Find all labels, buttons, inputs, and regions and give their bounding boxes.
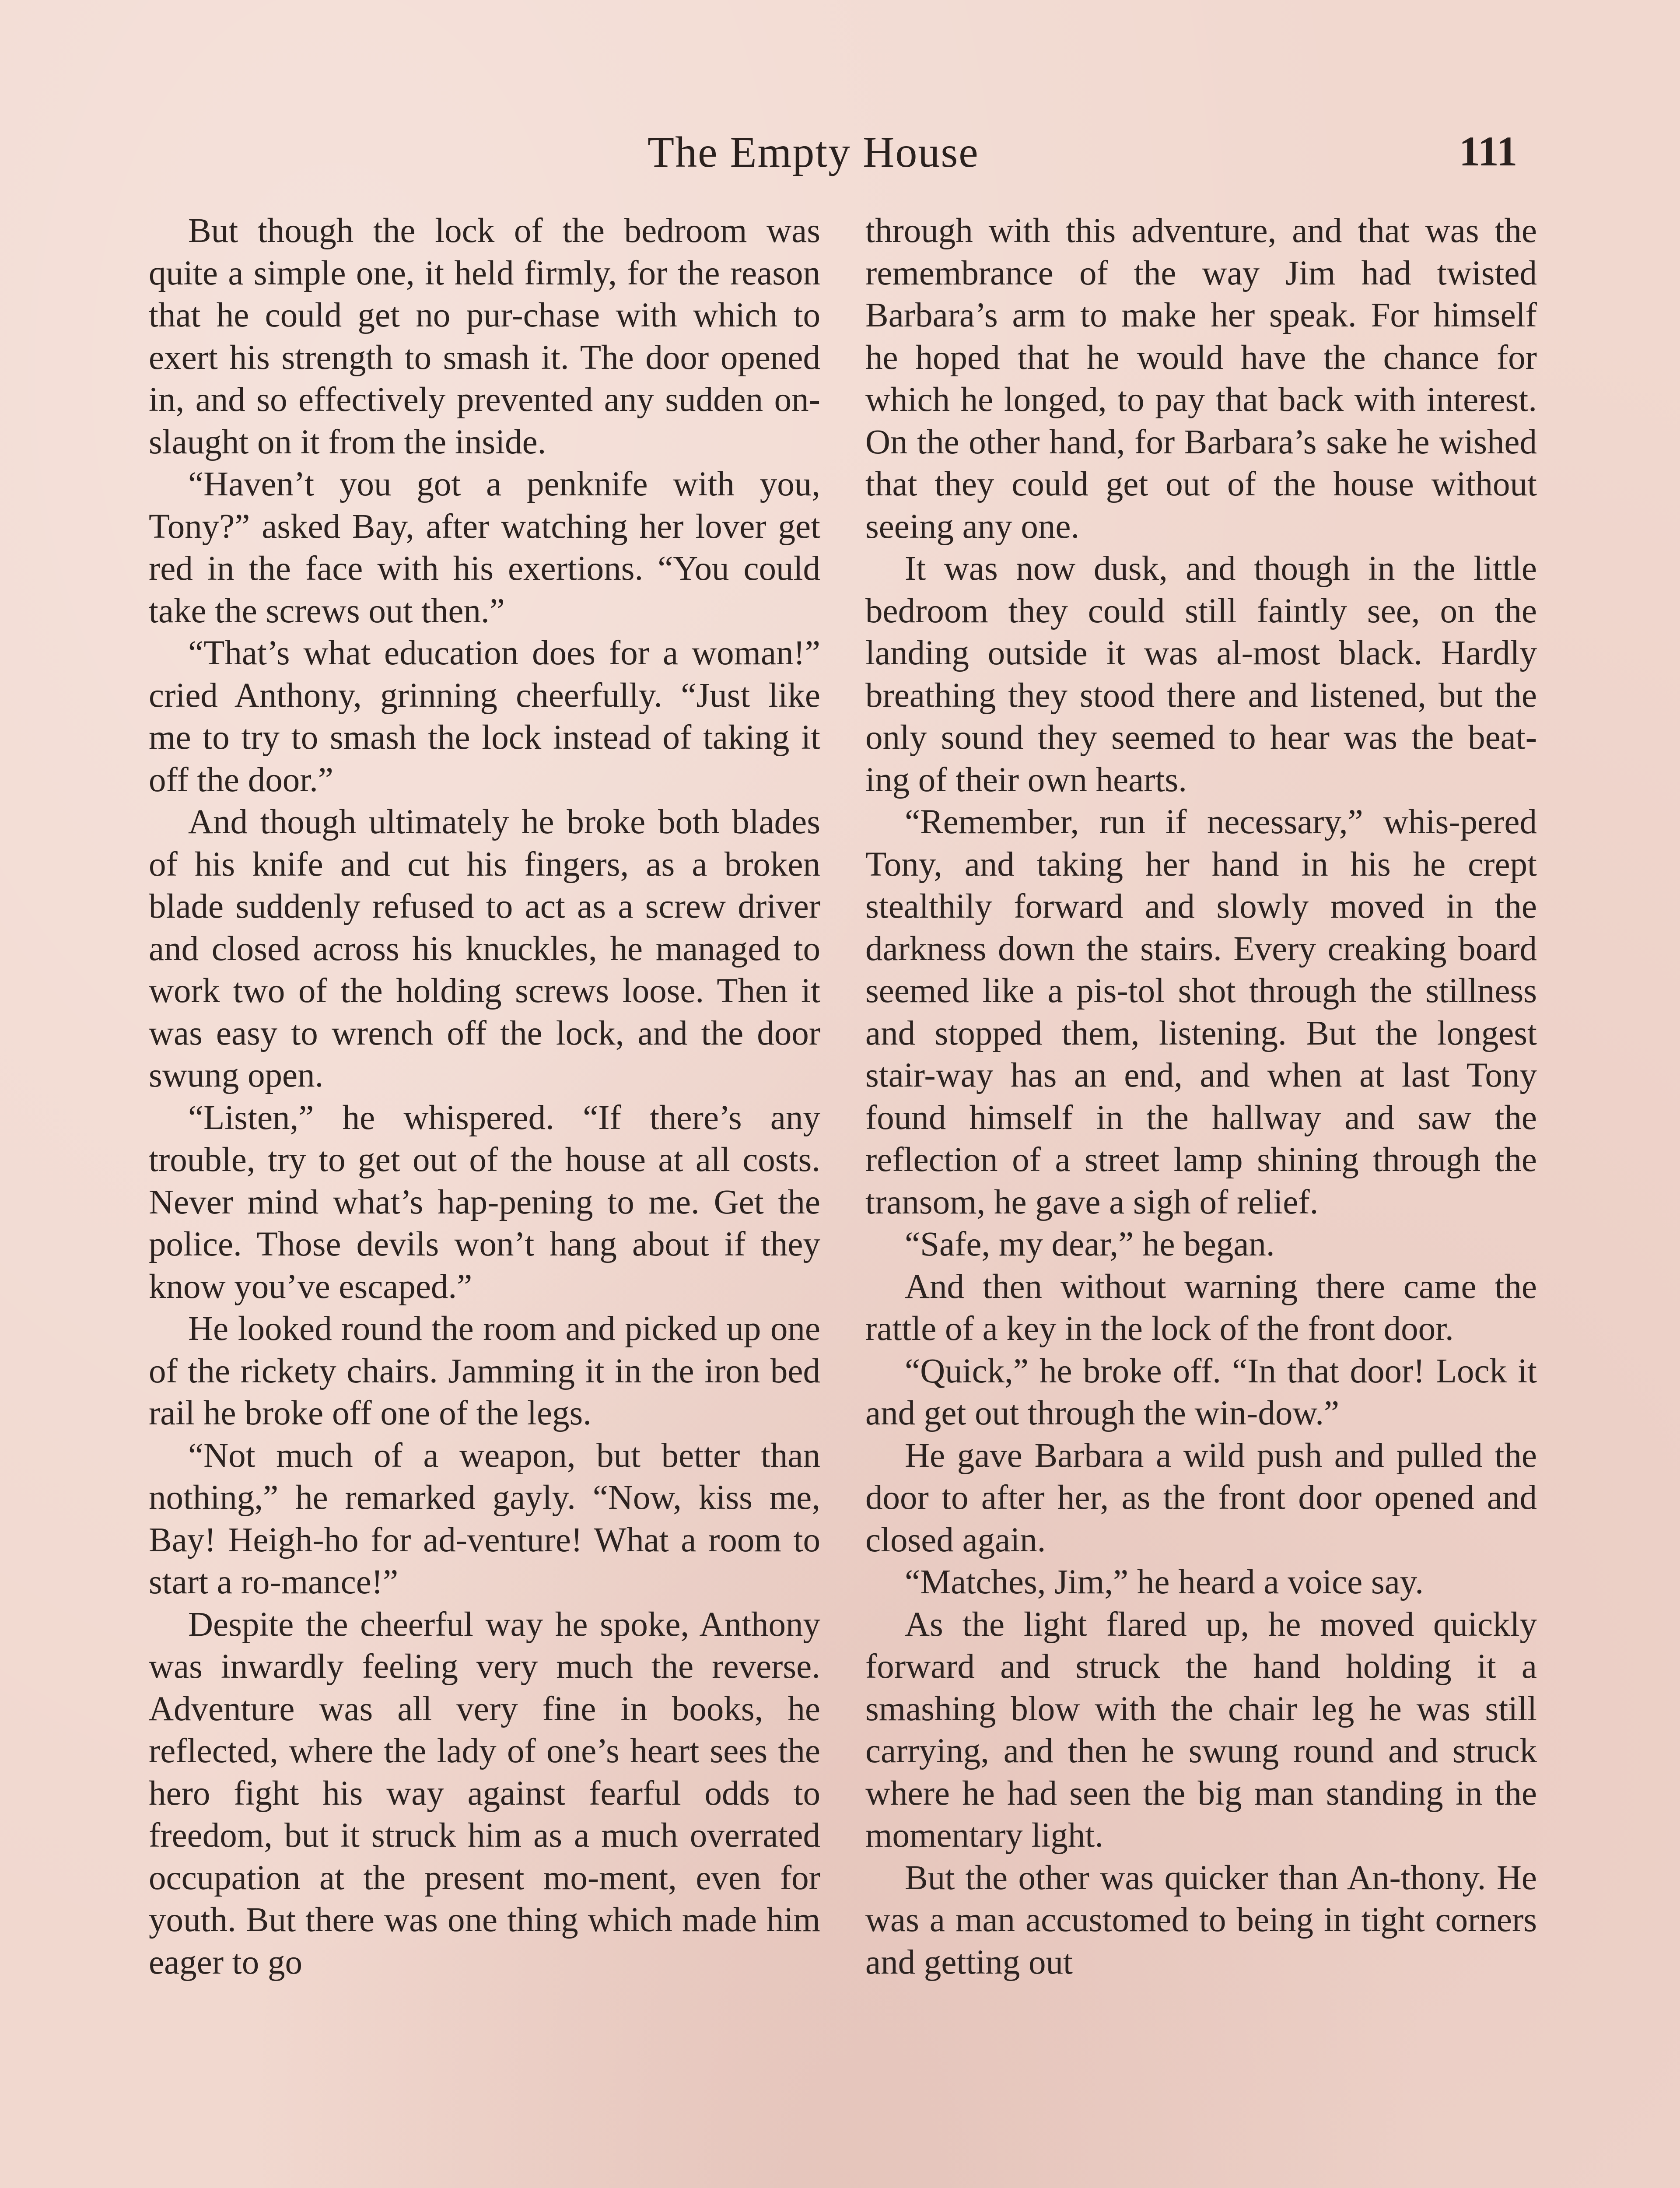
running-title: The Empty House xyxy=(648,128,979,176)
paragraph: But though the lock of the bedroom was quite a simple one, it held firmly, for the reason that he could get no pur-chase with which to exert his strength to smash it. The door opened in, and so effectively prevented any sudden on-slaught on it from the inside. xyxy=(149,212,820,461)
paragraph: “Remember, run if necessary,” whis-pered Tony, and taking her hand in his he crept stealthily forward and slowly moved in the darkness down the stairs. Every creaking board seemed like a pis-tol shot through the stillness and stopped them, listening. But the longest stair-way has an end, and when at last Tony found himself in the hallway and saw the reflection of a street lamp shining through the transom, he gave a sigh of relief. xyxy=(865,803,1537,1221)
paragraph: “Matches, Jim,” he heard a voice say. xyxy=(905,1563,1424,1601)
paragraph: “Safe, my dear,” he began. xyxy=(905,1225,1275,1263)
left-column xyxy=(149,210,820,1984)
paragraph: He gave Barbara a wild push and pulled the door to after her, as the front door opened and closed again. xyxy=(865,1436,1537,1559)
paragraph: “Listen,” he whispered. “If there’s any trouble, try to get out of the house at all costs. Never mind what’s hap-pening to me. Get the police. Those devils won’t hang about if they know you’ve escaped.” xyxy=(149,1098,820,1306)
paragraph: “That’s what education does for a woman!” cried Anthony, grinning cheerfully. “Just like me to try to smash the lock instead of taking it off the door.” xyxy=(149,634,820,799)
paragraph: And then without warning there came the rattle of a key in the lock of the front door. xyxy=(865,1267,1537,1348)
paragraph: “Not much of a weapon, but better than nothing,” he remarked gayly. “Now, kiss me, Bay! Heigh-ho for ad-venture! What a room to start a ro-mance!” xyxy=(149,1436,820,1601)
paragraph: But the other was quicker than An-thony. He was a man accustomed to being in tight corners and getting out xyxy=(865,1858,1537,1981)
paragraph: “Haven’t you got a penknife with you, Tony?” asked Bay, after watching her lover get red in the face with his exertions. “You could take the screws out then.” xyxy=(149,465,820,630)
right-column xyxy=(865,210,1537,1984)
paragraph: As the light flared up, he moved quickly forward and struck the hand holding it a smashing blow with the chair leg he was still carrying, and then he swung round and struck where he had seen the big man standing in the momentary light. xyxy=(865,1605,1537,1855)
continued-paragraph: through with this adventure, and that was the remembrance of the way Jim had twisted Barbara’s arm to make her speak. For himself he hoped that he would have the chance for which he longed, to pay that back with interest. On the other hand, for Barbara’s sake he wished that they could get out of the house without seeing any one. xyxy=(865,212,1537,546)
paragraph: “Quick,” he broke off. “In that door! Lock it and get out through the win-dow.” xyxy=(865,1352,1537,1432)
paragraph: And though ultimately he broke both blades of his knife and cut his fingers, as a broken blade suddenly refused to act as a screw driver and closed across his knuckles, he managed to work two of the holding screws loose. Then it was easy to wrench off the lock, and the door swung open. xyxy=(149,803,820,1094)
paragraph: Despite the cheerful way he spoke, Anthony was inwardly feeling very much the reverse. Adventure was all very fine in books, he reflected, where the lady of one’s heart sees the hero fight his way against fearful odds to freedom, but it struck him as a much overrated occupation at the present mo-ment, even for youth. But there was one thing which made him eager to go xyxy=(149,1605,820,1981)
running-head xyxy=(0,127,1680,184)
page-number: 111 xyxy=(1459,128,1518,175)
paragraph: It was now dusk, and though in the little bedroom they could still faintly see, on the landing outside it was al-most black. Hardly breathing they stood there and listened, but the only sound they seemed to hear was the beat-ing of their own hearts. xyxy=(865,550,1537,799)
paragraph: He looked round the room and picked up one of the rickety chairs. Jamming it in the iron bed rail he broke off one of the legs. xyxy=(149,1310,820,1432)
